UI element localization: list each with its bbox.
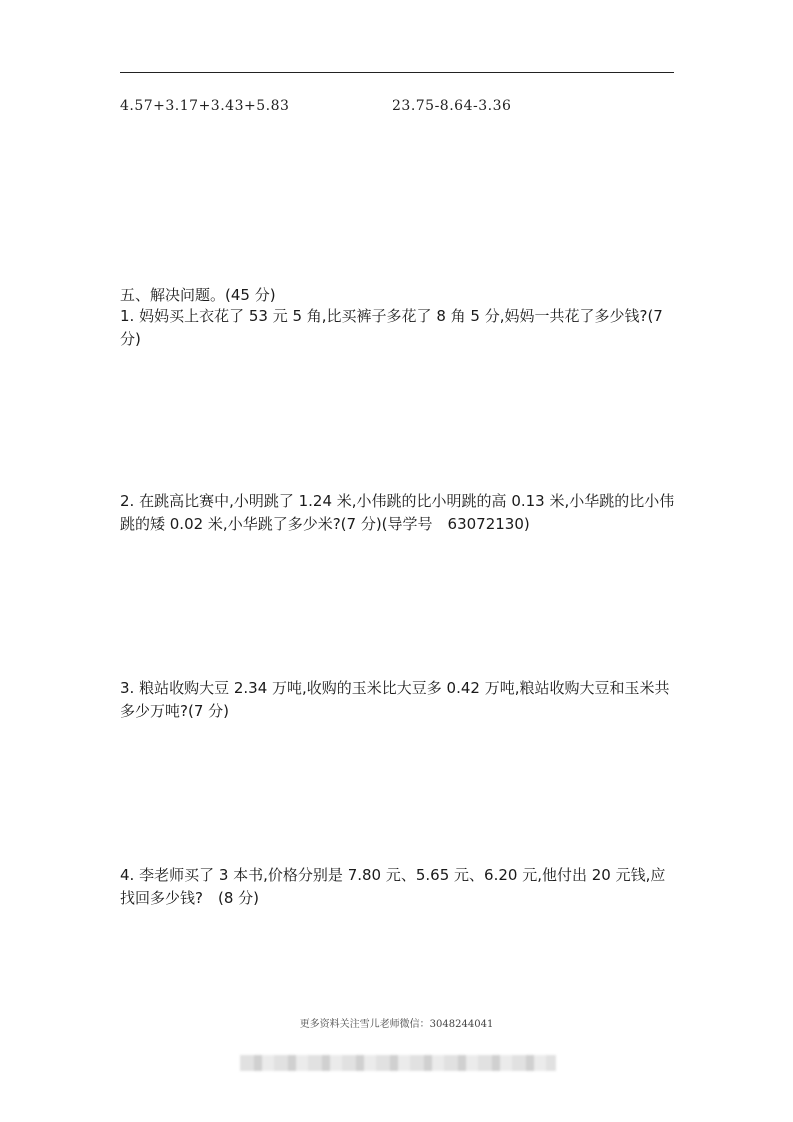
footer-note: 更多资料关注雪儿老师微信：3048244041	[299, 1019, 494, 1030]
blurred-watermark	[240, 1055, 556, 1071]
section-title: 五、解决问题。(45 分)	[120, 286, 276, 304]
problem-4: 4. 李老师买了 3 本书,价格分别是 7.80 元、5.65 元、6.20 元,他付出 20 元钱,应找回多少钱? (8 分)	[120, 866, 666, 907]
problem-1: 1. 妈妈买上衣花了 53 元 5 角,比买裤子多花了 8 角 5 分,妈妈一共花了多少钱?(7 分)	[120, 307, 663, 348]
expression-addition: 4.57+3.17+3.43+5.83	[120, 98, 290, 114]
top-divider	[120, 72, 674, 73]
expression-subtraction: 23.75-8.64-3.36	[392, 98, 512, 114]
problem-2: 2. 在跳高比赛中,小明跳了 1.24 米,小伟跳的比小明跳的高 0.13 米,小华跳的比小伟跳的矮 0.02 米,小华跳了多少米?(7 分)(导学号 63072130)	[120, 492, 675, 533]
problem-3: 3. 粮站收购大豆 2.34 万吨,收购的玉米比大豆多 0.42 万吨,粮站收购大豆和玉米共多少万吨?(7 分)	[120, 679, 670, 720]
